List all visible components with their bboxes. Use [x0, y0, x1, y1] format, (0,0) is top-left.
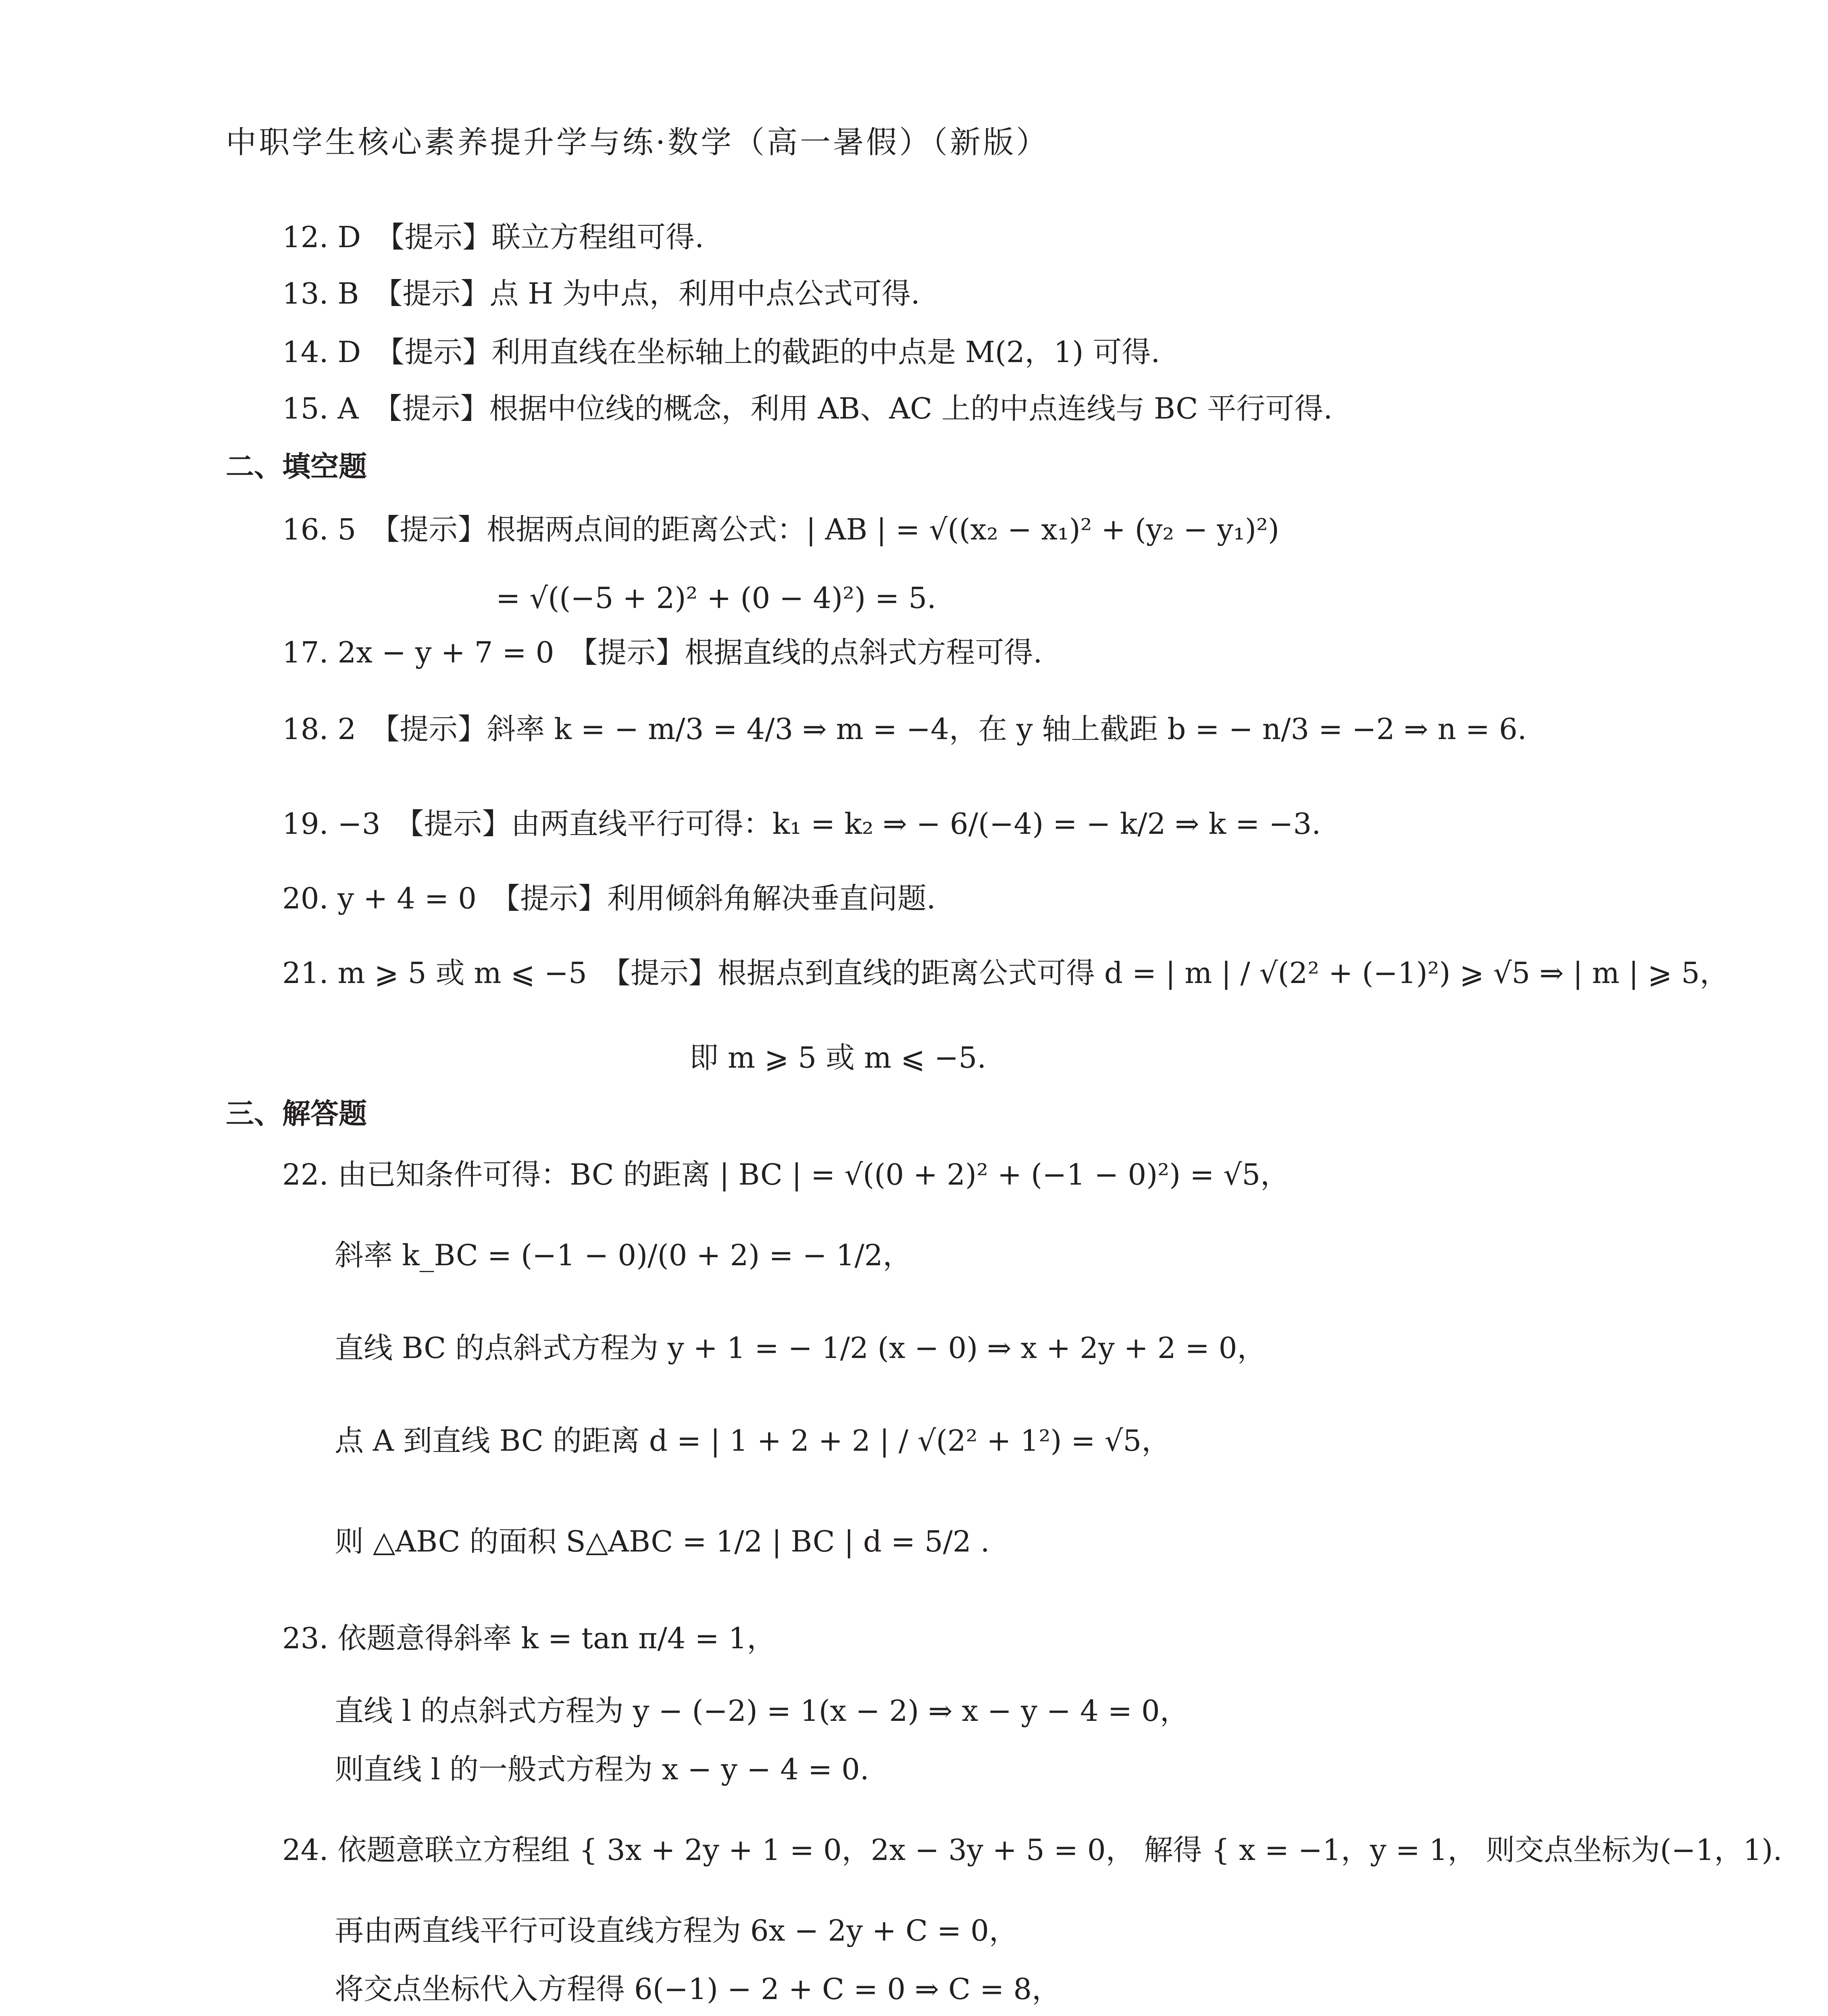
text-line: 24. 依题意联立方程组 { 3x + 2y + 1 = 0，2x − 3y + 5 = 0， 解得 { x = −1，y = 1， 则交点坐标为(−1，1).: [282, 1833, 1782, 1867]
text-line: 22. 由已知条件可得：BC 的距离 | BC | = √((0 + 2)² + (−1 − 0)²) = √5，: [282, 1158, 1290, 1191]
text-line: 斜率 k_BC = (−1 − 0)/(0 + 2) = − 1/2，: [335, 1238, 912, 1272]
text-line: 直线 l 的点斜式方程为 y − (−2) = 1(x − 2) ⇒ x − y − 4 = 0，: [335, 1694, 1189, 1728]
text-line: 16. 5 【提示】根据两点间的距离公式：| AB | = √((x₂ − x₁)² + (y₂ − y₁)²): [282, 512, 1279, 546]
text-line: 12. D 【提示】联立方程组可得.: [282, 220, 704, 254]
text-line: 15. A 【提示】根据中位线的概念，利用 AB、AC 上的中点连线与 BC 平行可得.: [282, 392, 1333, 425]
text-line: 点 A 到直线 BC 的距离 d = | 1 + 2 + 2 | / √(2² + 1²) = √5，: [335, 1424, 1171, 1458]
text-line: 三、解答题: [226, 1097, 367, 1130]
text-line: 21. m ⩾ 5 或 m ⩽ −5 【提示】根据点到直线的距离公式可得 d = | m | / √(2² + (−1)²) ⩾ √5 ⇒ | m | ⩾ 5，: [282, 956, 1729, 990]
text-line: 将交点坐标代入方程得 6(−1) − 2 + C = 0 ⇒ C = 8，: [335, 1972, 1061, 2006]
text-line: 再由两直线平行可设直线方程为 6x − 2y + C = 0，: [335, 1914, 1018, 1947]
running-header: 中职学生核心素养提升学与练·数学（高一暑假）（新版）: [226, 124, 1049, 160]
text-line: 14. D 【提示】利用直线在坐标轴上的截距的中点是 M(2，1) 可得.: [282, 335, 1160, 369]
text-line: 直线 BC 的点斜式方程为 y + 1 = − 1/2 (x − 0) ⇒ x + 2y + 2 = 0，: [335, 1331, 1266, 1365]
text-line: 20. y + 4 = 0 【提示】利用倾斜角解决垂直问题.: [282, 881, 936, 915]
text-line: 17. 2x − y + 7 = 0 【提示】根据直线的点斜式方程可得.: [282, 635, 1043, 669]
text-line: 则直线 l 的一般式方程为 x − y − 4 = 0.: [335, 1752, 869, 1786]
text-line: = √((−5 + 2)² + (0 − 4)²) = 5.: [496, 581, 937, 615]
text-line: 23. 依题意得斜率 k = tan π/4 = 1，: [282, 1621, 776, 1655]
text-line: 13. B 【提示】点 H 为中点，利用中点公式可得.: [282, 277, 920, 310]
text-line: 18. 2 【提示】斜率 k = − m/3 = 4/3 ⇒ m = −4，在 y 轴上截距 b = − n/3 = −2 ⇒ n = 6.: [282, 712, 1527, 746]
text-line: 则 △ABC 的面积 S△ABC = 1/2 | BC | d = 5/2 .: [335, 1524, 990, 1558]
text-line: 19. −3 【提示】由两直线平行可得：k₁ = k₂ ⇒ − 6/(−4) = − k/2 ⇒ k = −3.: [282, 807, 1321, 841]
text-line: 二、填空题: [226, 450, 367, 483]
text-line: 即 m ⩾ 5 或 m ⩽ −5.: [689, 1041, 987, 1075]
